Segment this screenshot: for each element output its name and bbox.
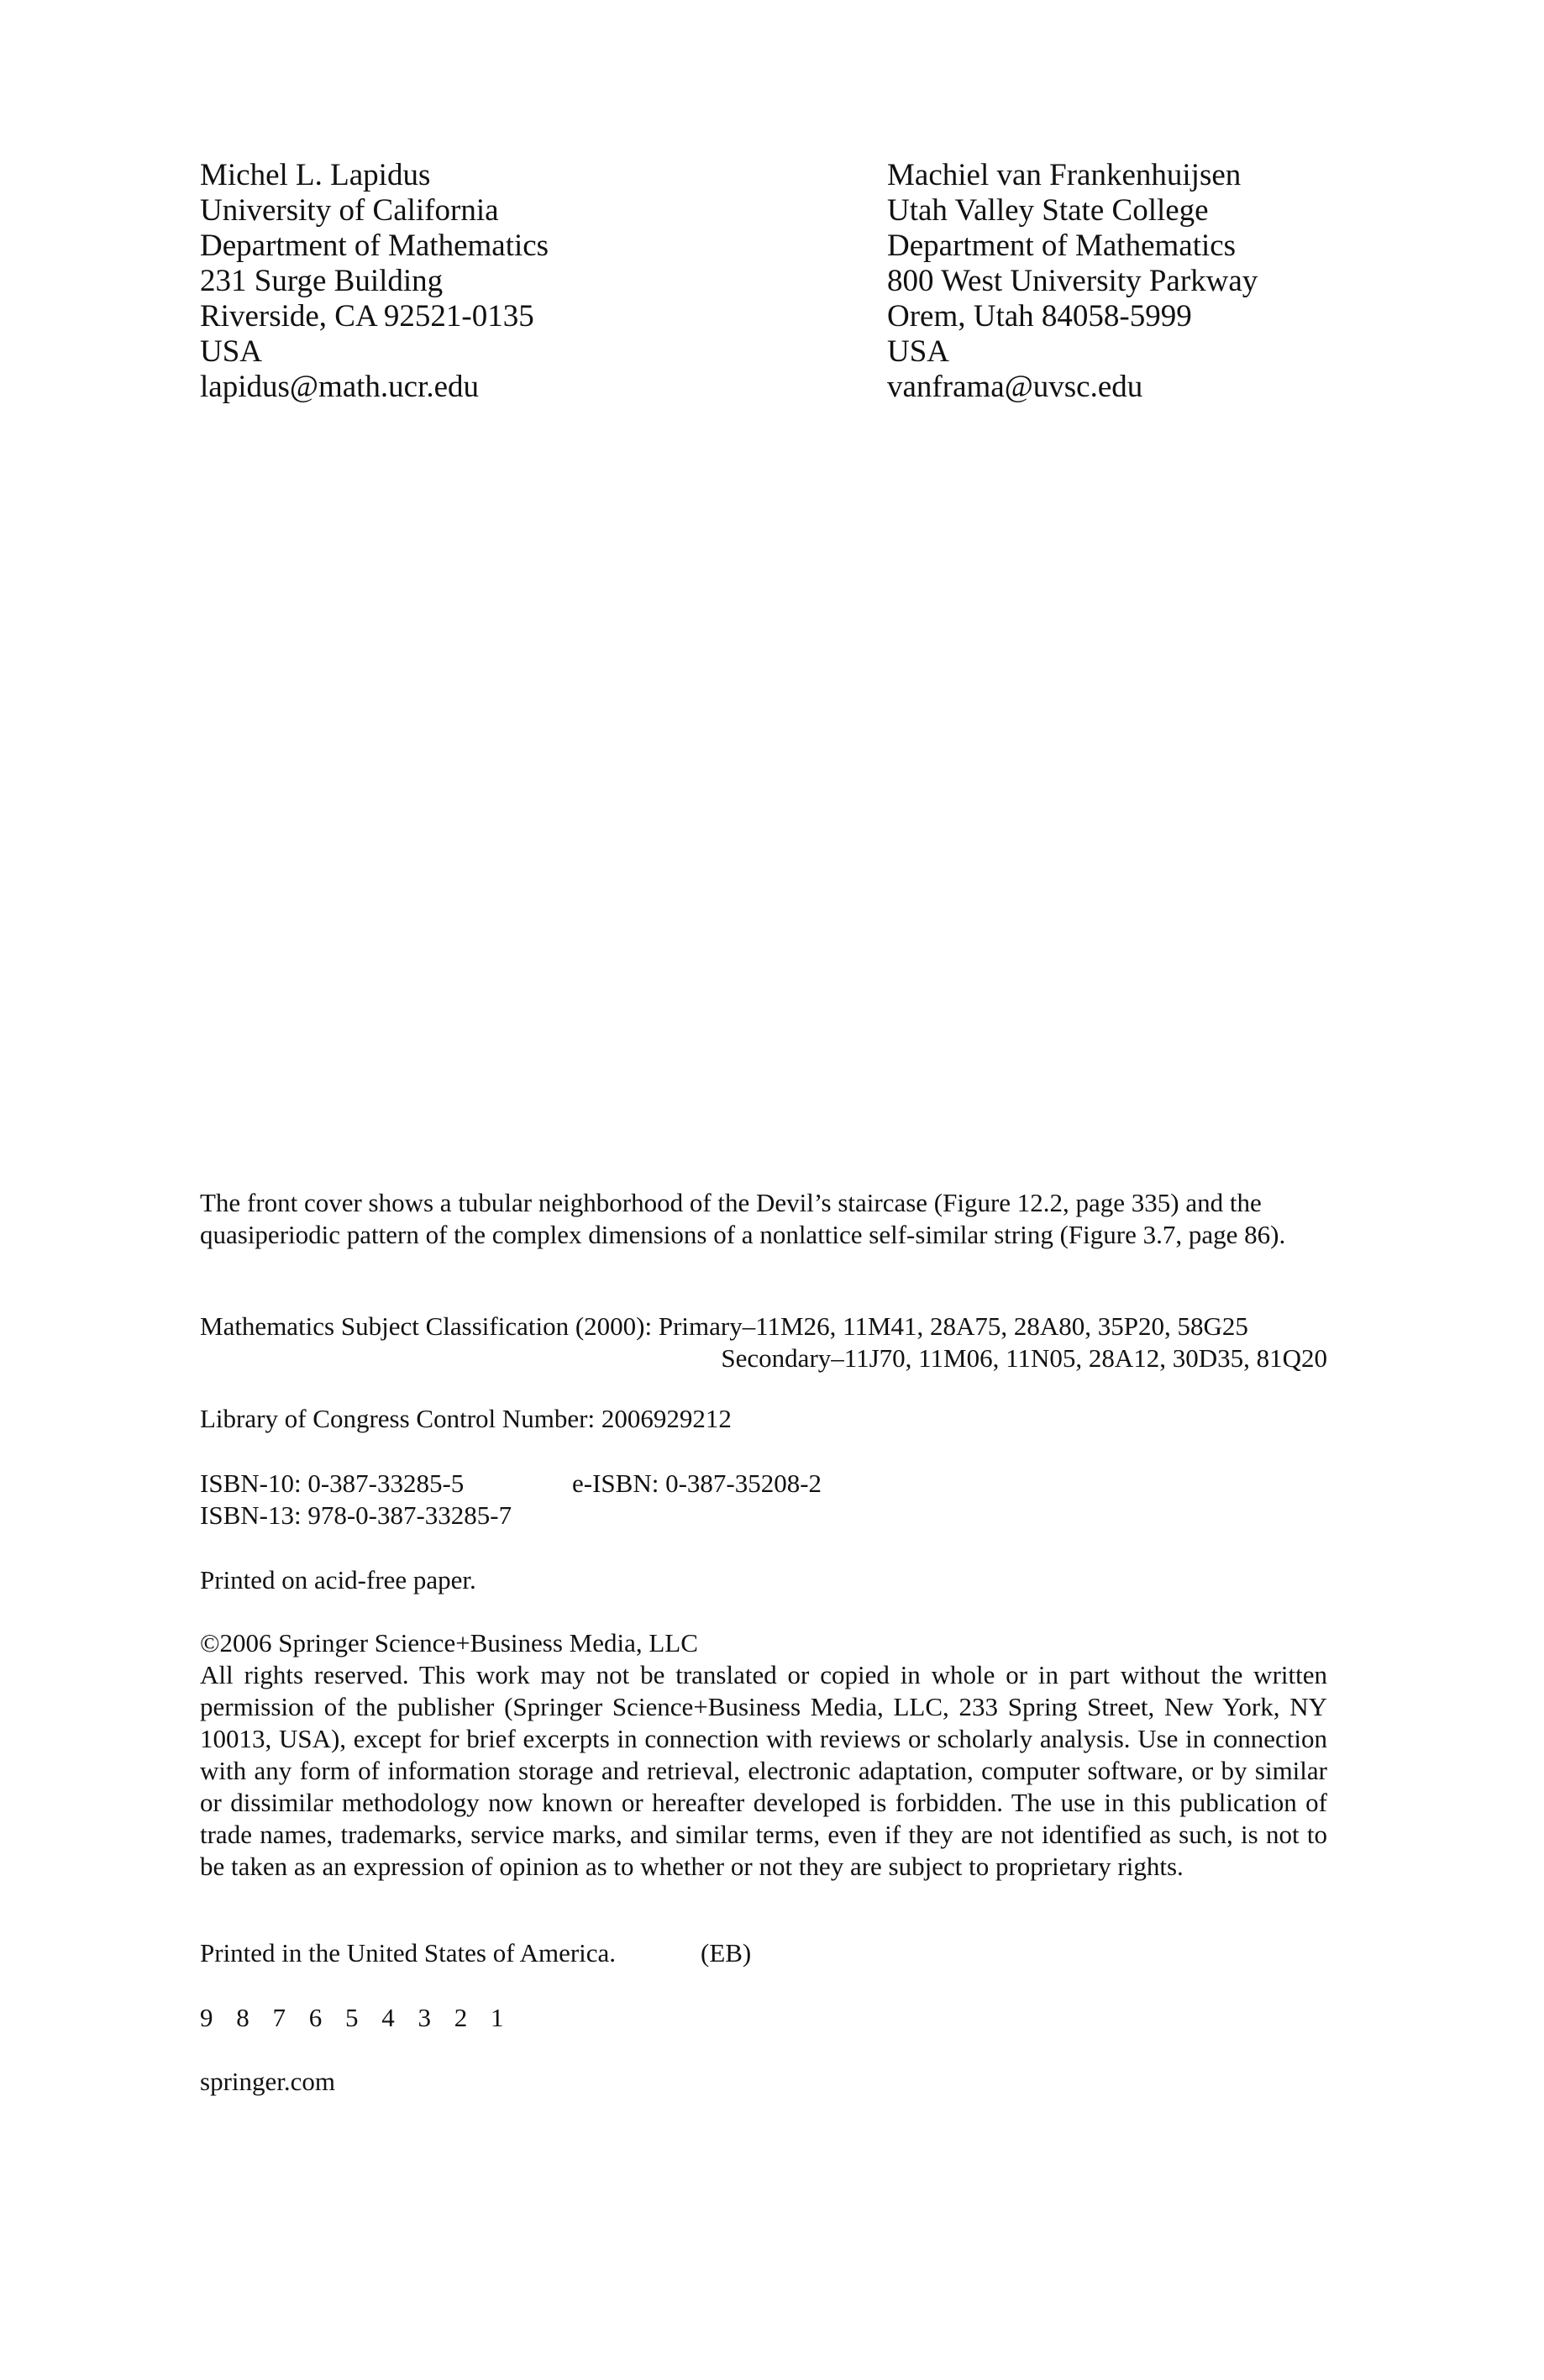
author-institution: University of California	[200, 193, 499, 228]
author-city: Orem, Utah 84058-5999	[887, 299, 1192, 334]
author-address-van-frankenhuijsen	[887, 158, 1258, 405]
author-country: USA	[200, 334, 263, 369]
isbn-10: ISBN-10: 0-387-33285-5	[200, 1468, 465, 1498]
isbn-13: ISBN-13: 978-0-387-33285-7	[200, 1500, 512, 1530]
author-institution: Utah Valley State College	[887, 193, 1209, 228]
printer-code: (EB)	[701, 1938, 752, 1968]
author-name: Machiel van Frankenhuijsen	[887, 158, 1242, 192]
author-city: Riverside, CA 92521-0135	[200, 299, 534, 334]
publisher-website: springer.com	[200, 2067, 335, 2096]
isbn-block	[200, 1468, 1327, 1532]
author-name: Michel L. Lapidus	[200, 158, 431, 192]
copyright-notice	[200, 1627, 1327, 1883]
author-email: vanframa@uvsc.edu	[887, 370, 1143, 404]
copyright-holder: ©2006 Springer Science+Business Media, LLC	[200, 1628, 698, 1658]
printed-in	[200, 1937, 1327, 1969]
author-department: Department of Mathematics	[200, 229, 549, 263]
rights-statement: All rights reserved. This work may not be translated or copied in whole or in part without the written permission of the publisher (Springer Science+Business Media, LLC, 233 Spring Street, New York, NY 10013, USA), except for brief excerpts in connection with reviews or scholarly analysis. Use in connection with any form of information storage and retrieval, electronic adaptation, computer software, or by similar or dissimilar methodology now known or hereafter developed is forbidden. The use in this publication of trade names, trademarks, service marks, and similar terms, even if they are not identified as such, is not to be taken as an expression of opinion as to whether or not they are subject to proprietary rights.	[200, 1660, 1327, 1881]
author-street: 231 Surge Building	[200, 264, 444, 298]
lccn: Library of Congress Control Number: 2006929212	[200, 1404, 732, 1433]
author-email: lapidus@math.ucr.edu	[200, 370, 480, 404]
msc-secondary: Secondary–11J70, 11M06, 11N05, 28A12, 30D35, 81Q20	[721, 1343, 1327, 1373]
author-country: USA	[887, 334, 950, 369]
author-department: Department of Mathematics	[887, 229, 1237, 263]
e-isbn: e-ISBN: 0-387-35208-2	[572, 1468, 822, 1498]
paper-note: Printed on acid-free paper.	[200, 1565, 476, 1595]
subject-classification	[200, 1311, 1327, 1374]
msc-primary: Mathematics Subject Classification (2000): Primary–11M26, 11M41, 28A75, 28A80, 35P20, 58G25	[200, 1311, 1248, 1341]
cover-note: The front cover shows a tubular neighborhood of the Devil’s staircase (Figure 12.2, page 335) and the quasiperiodic pattern of the complex dimensions of a nonlattice self-similar string (Figure 3.7, page 86).	[200, 1188, 1286, 1249]
author-street: 800 West University Parkway	[887, 264, 1258, 298]
printed-country: Printed in the United States of America.	[200, 1938, 617, 1968]
author-address-lapidus	[200, 158, 549, 405]
print-line: 9 8 7 6 5 4 3 2 1	[200, 2003, 512, 2032]
